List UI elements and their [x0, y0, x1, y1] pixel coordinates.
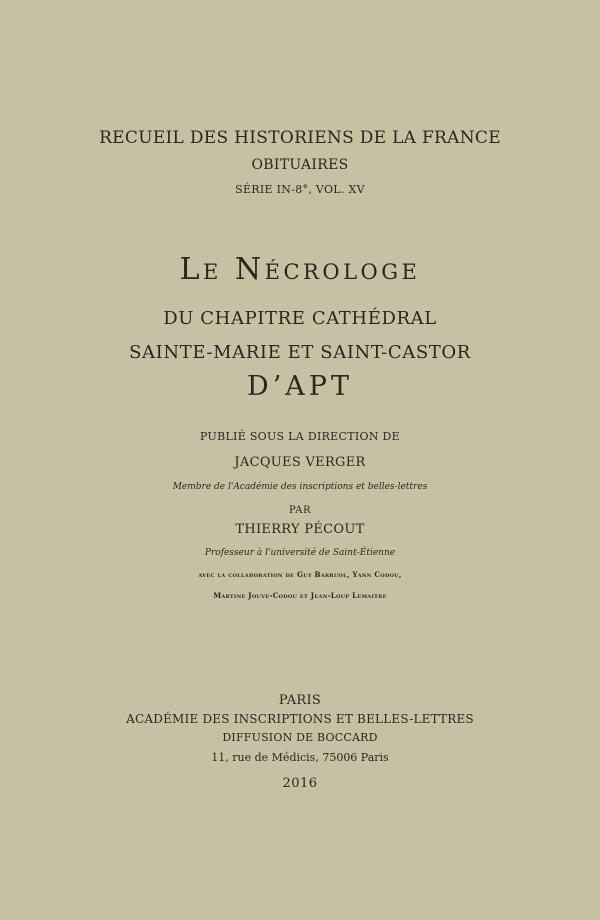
subtitle-line-2: SAINTE-MARIE ET SAINT-CASTOR: [129, 342, 471, 363]
publication-year: 2016: [282, 776, 318, 791]
collaboration-line-1: avec la collaboration de Guy Barruol, Yann Codou,: [198, 570, 402, 579]
direction-label: PUBLIÉ SOUS LA DIRECTION DE: [199, 430, 400, 443]
subtitle-line-3: D’APT: [247, 371, 353, 402]
distributor-name: DIFFUSION DE BOCCARD: [222, 731, 378, 744]
book-title: Le Nécrologe: [179, 252, 421, 287]
publisher-name: ACADÉMIE DES INSCRIPTIONS ET BELLES-LETTRES: [126, 712, 474, 726]
par-label: PAR: [288, 505, 312, 516]
subtitle-line-1: DU CHAPITRE CATHÉDRAL: [163, 308, 437, 329]
publisher-address: 11, rue de Médicis, 75006 Paris: [211, 751, 389, 764]
director-role: Membre de l'Académie des inscriptions et belles-lettres: [172, 482, 428, 492]
collection-name: OBITUAIRES: [251, 157, 349, 173]
collaboration-line-2: Martine Jouve-Codou et Jean-Loup Lemaitre: [213, 591, 387, 600]
author-name: THIERRY PÉCOUT: [235, 522, 365, 537]
volume-label: SÉRIE IN-8°, VOL. XV: [235, 183, 365, 196]
director-name: JACQUES VERGER: [234, 455, 366, 470]
series-title: RECUEIL DES HISTORIENS DE LA FRANCE: [99, 128, 501, 148]
author-role: Professeur à l'université de Saint-Étienne: [204, 548, 396, 558]
publisher-city: PARIS: [278, 693, 322, 708]
